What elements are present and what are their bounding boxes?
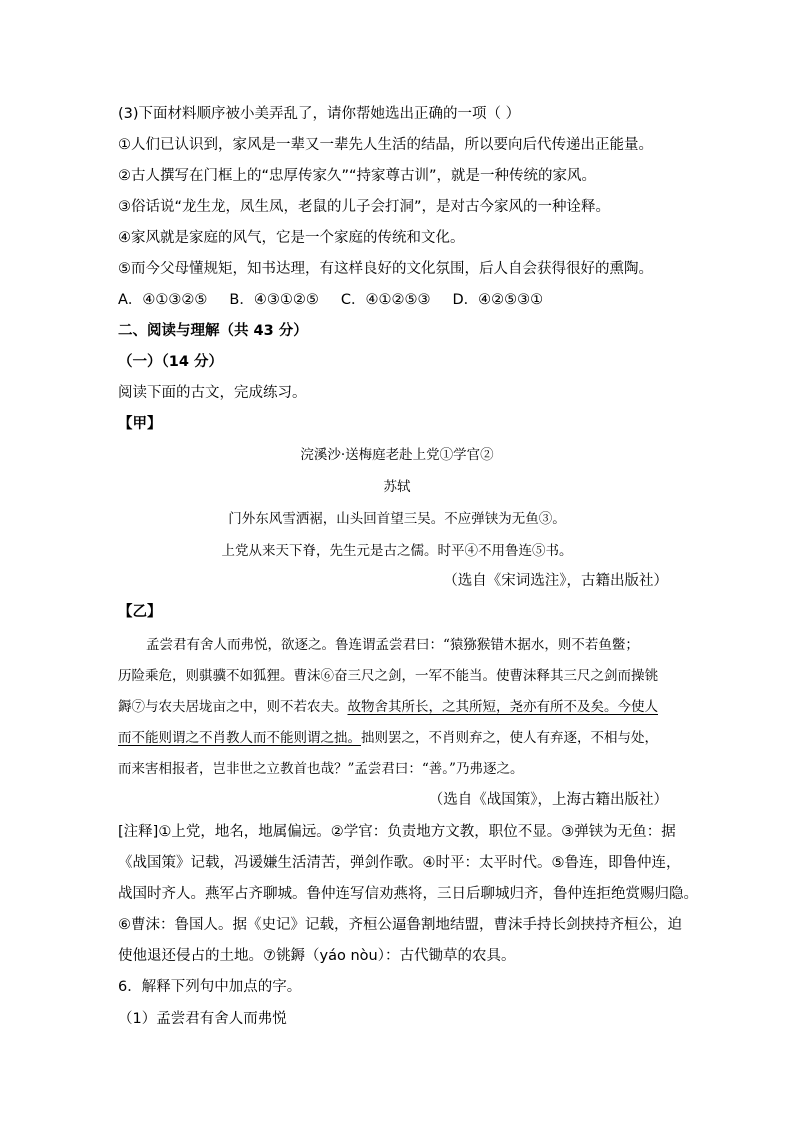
instruction: 阅读下面的古文，完成练习。 (118, 385, 307, 401)
q3-item-4: ④家风就是家庭的风气，它是一个家庭的传统和文化。 (118, 230, 465, 246)
notes-line-1: [注释]①上党，地名，地属偏远。②学官：负责地方文教，职位不显。③弹铗为无鱼：据 (118, 824, 676, 840)
option-d[interactable]: D．④②⑤③① (452, 292, 544, 308)
underlined-sentence-part-1: 故物舍其所长，之其所短，尧亦有所不及矣。今使人 (347, 699, 658, 715)
yi-line-5: 而来害相报者，岂非世之立教首也哉？”孟尝君曰：“善。”乃弗逐之。 (118, 761, 524, 777)
notes-line-3: 战国时齐人。燕军占齐聊城。鲁仲连写信劝燕将，三日后聊城归齐，鲁仲连拒绝赏赐归隐。 (118, 886, 698, 902)
section-title: 二、阅读与理解（共 43 分） (118, 323, 308, 339)
underlined-sentence-part-2: 而不能则谓之不肖教人而不能则谓之拙。 (118, 730, 361, 746)
q3-item-1: ①人们已认识到，家风是一辈又一辈先人生活的结晶，所以要向后代传递出正能量。 (118, 137, 653, 153)
poem-title: 浣溪沙·送梅庭老赴上党①学官② (300, 447, 494, 463)
jia-source: （选自《宋词选注》，古籍出版社） (443, 573, 668, 589)
yi-line-4: 而不能则谓之不肖教人而不能则谓之拙。拙则罢之，不肖则弃之，使人有弃逐，不相与处， (118, 730, 658, 746)
yi-label: 【乙】 (118, 604, 162, 620)
option-c[interactable]: C．④①②⑤③ (340, 292, 431, 308)
jia-label: 【甲】 (118, 416, 162, 432)
part-title: （一）（14 分） (118, 354, 223, 370)
notes-line-2: 《战国策》记载，冯谖嫌生活清苦，弹剑作歌。④时平：太平时代。⑤鲁连，即鲁仲连， (118, 855, 681, 871)
q3-item-2: ②古人撰写在门框上的“忠厚传家久”“持家尊古训”，就是一种传统的家风。 (118, 168, 597, 184)
q6-item-1: （1）孟尝君有舍人而弗悦 (118, 1011, 287, 1027)
notes-line-4: ⑥曹沫：鲁国人。据《史记》记载，齐桓公逼鲁割地结盟，曹沫手持长剑挟持齐桓公，迫 (118, 917, 682, 933)
yi-line-2: 历险乘危，则骐骥不如狐狸。曹沫⑥奋三尺之剑，一军不能当。使曹沫释其三尺之剑而操铫 (118, 668, 658, 684)
option-a[interactable]: A．④①③②⑤ (118, 292, 208, 308)
q3-item-5: ⑤而今父母懂规矩，知书达理，有这样良好的文化氛围，后人自会获得很好的熏陶。 (118, 261, 653, 277)
yi-line-1: 孟尝君有舍人而弗悦，欲逐之。鲁连谓孟尝君曰：“猿猕猴错木据水，则不若鱼鳖； (146, 637, 639, 653)
poem-author: 苏轼 (383, 479, 411, 495)
q3-options (118, 290, 565, 310)
yi-line-3: 鎒⑦与农夫居垅亩之中，则不若农夫。故物舍其所长，之其所短，尧亦有所不及矣。今使人 (118, 699, 658, 715)
q3-item-3: ③俗话说“龙生龙，凤生凤，老鼠的儿子会打洞”，是对古今家风的一种诠释。 (118, 199, 611, 215)
option-b[interactable]: B．④③①②⑤ (229, 292, 319, 308)
notes-line-5: 使他退还侵占的土地。⑦铫鎒（yáo nòu）：古代锄草的农具。 (118, 948, 516, 964)
yi-source: （选自《战国策》，上海古籍出版社） (428, 792, 668, 808)
q6-stem: 6．解释下列句中加点的字。 (118, 979, 302, 995)
poem-line-2: 上党从来天下脊，先生元是古之儒。时平④不用鲁连⑤书。 (221, 543, 573, 559)
q3-stem: (3)下面材料顺序被小美弄乱了，请你帮她选出正确的一项（ ） (118, 106, 521, 122)
poem-line-1: 门外东风雪洒裾，山头回首望三吴。不应弹铗为无鱼③。 (228, 511, 566, 527)
